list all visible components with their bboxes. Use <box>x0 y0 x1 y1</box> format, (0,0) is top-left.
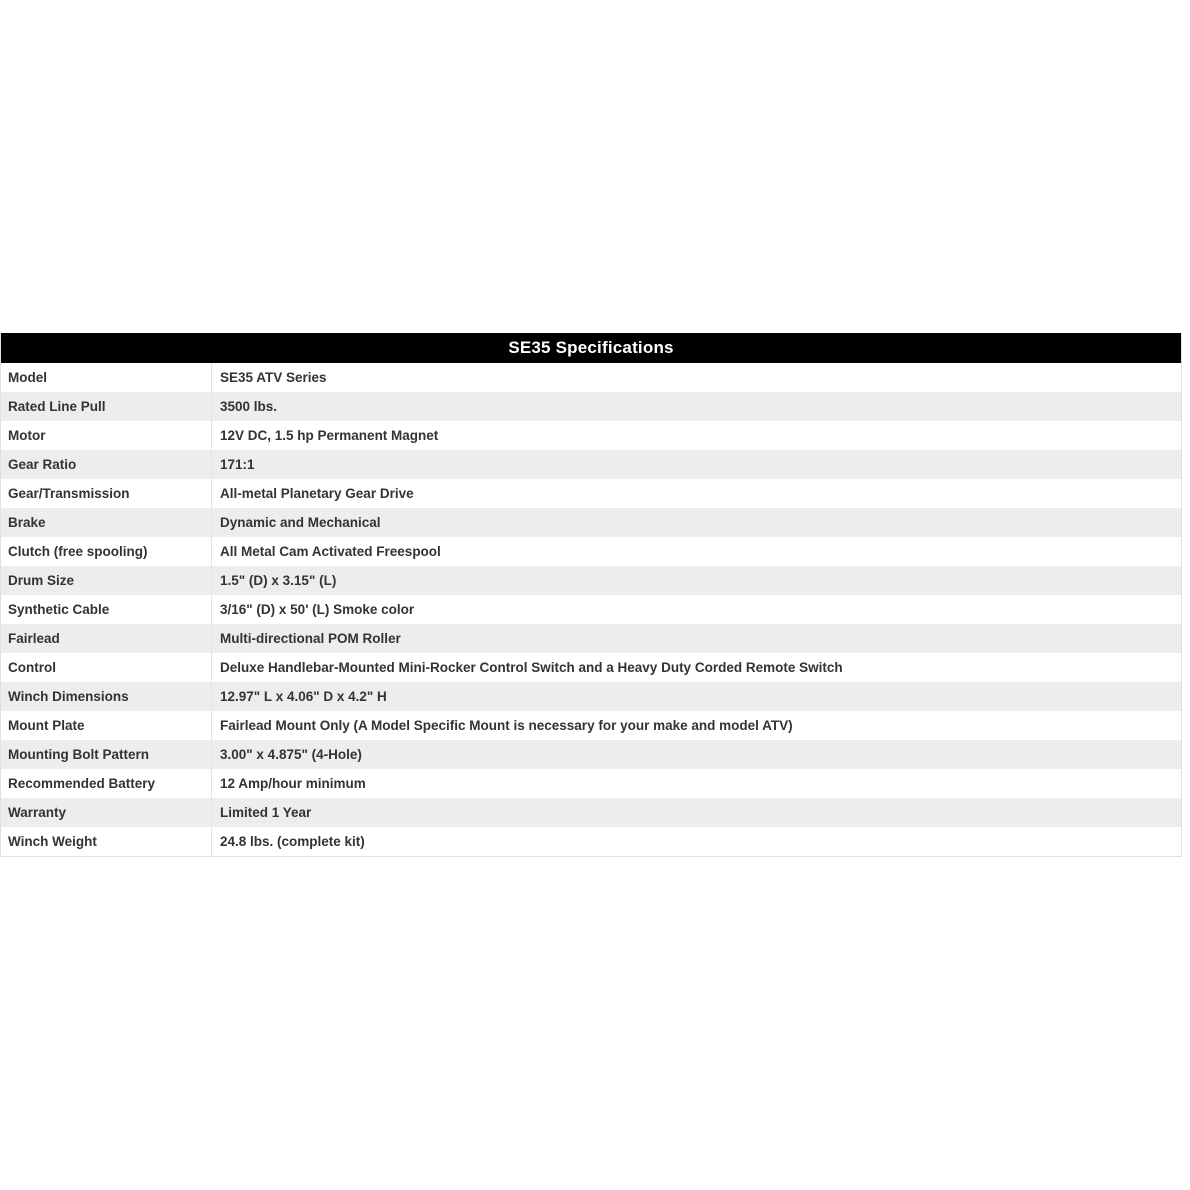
spec-value: Deluxe Handlebar-Mounted Mini-Rocker Control Switch and a Heavy Duty Corded Remote Switch <box>220 660 843 675</box>
spec-value: 1.5" (D) x 3.15" (L) <box>220 573 337 588</box>
table-row <box>1 827 1181 856</box>
spec-label: Gear/Transmission <box>1 479 212 508</box>
table-row <box>1 653 1181 682</box>
table-row <box>1 537 1181 566</box>
spec-label: Drum Size <box>1 566 212 595</box>
spec-label: Winch Dimensions <box>1 682 212 711</box>
spec-label: Control <box>1 653 212 682</box>
table-row <box>1 711 1181 740</box>
spec-label: Mount Plate <box>1 711 212 740</box>
spec-label: Clutch (free spooling) <box>1 537 212 566</box>
spec-label: Rated Line Pull <box>1 392 212 421</box>
table-row <box>1 624 1181 653</box>
spec-value: 171:1 <box>220 457 255 472</box>
spec-value: Dynamic and Mechanical <box>220 515 381 530</box>
specifications-table <box>0 333 1182 857</box>
table-row <box>1 682 1181 711</box>
spec-value: Limited 1 Year <box>220 805 312 820</box>
table-row <box>1 508 1181 537</box>
spec-label: Synthetic Cable <box>1 595 212 624</box>
spec-label: Winch Weight <box>1 827 212 856</box>
spec-value: 3.00" x 4.875" (4-Hole) <box>220 747 362 762</box>
spec-label: Motor <box>1 421 212 450</box>
spec-label: Mounting Bolt Pattern <box>1 740 212 769</box>
spec-value: 24.8 lbs. (complete kit) <box>220 834 365 849</box>
spec-value: 3500 lbs. <box>220 399 278 414</box>
spec-value: All-metal Planetary Gear Drive <box>220 486 414 501</box>
spec-label: Model <box>1 363 212 392</box>
table-row <box>1 798 1181 827</box>
table-row <box>1 740 1181 769</box>
spec-value: Multi-directional POM Roller <box>220 631 401 646</box>
spec-value: 12V DC, 1.5 hp Permanent Magnet <box>220 428 439 443</box>
spec-value: SE35 ATV Series <box>220 370 327 385</box>
spec-label: Recommended Battery <box>1 769 212 798</box>
table-row <box>1 479 1181 508</box>
spec-label: Brake <box>1 508 212 537</box>
spec-value: Fairlead Mount Only (A Model Specific Mount is necessary for your make and model ATV) <box>220 718 793 733</box>
spec-value: 12 Amp/hour minimum <box>220 776 366 791</box>
table-row <box>1 421 1181 450</box>
spec-value: 3/16" (D) x 50' (L) Smoke color <box>220 602 415 617</box>
table-row <box>1 450 1181 479</box>
spec-label: Fairlead <box>1 624 212 653</box>
table-body <box>1 363 1181 856</box>
table-title: SE35 Specifications <box>1 333 1181 363</box>
table-row <box>1 363 1181 392</box>
table-row <box>1 595 1181 624</box>
table-row <box>1 769 1181 798</box>
table-row <box>1 392 1181 421</box>
spec-label: Gear Ratio <box>1 450 212 479</box>
spec-label: Warranty <box>1 798 212 827</box>
spec-value: All Metal Cam Activated Freespool <box>220 544 441 559</box>
spec-value: 12.97" L x 4.06" D x 4.2" H <box>220 689 387 704</box>
table-row <box>1 566 1181 595</box>
